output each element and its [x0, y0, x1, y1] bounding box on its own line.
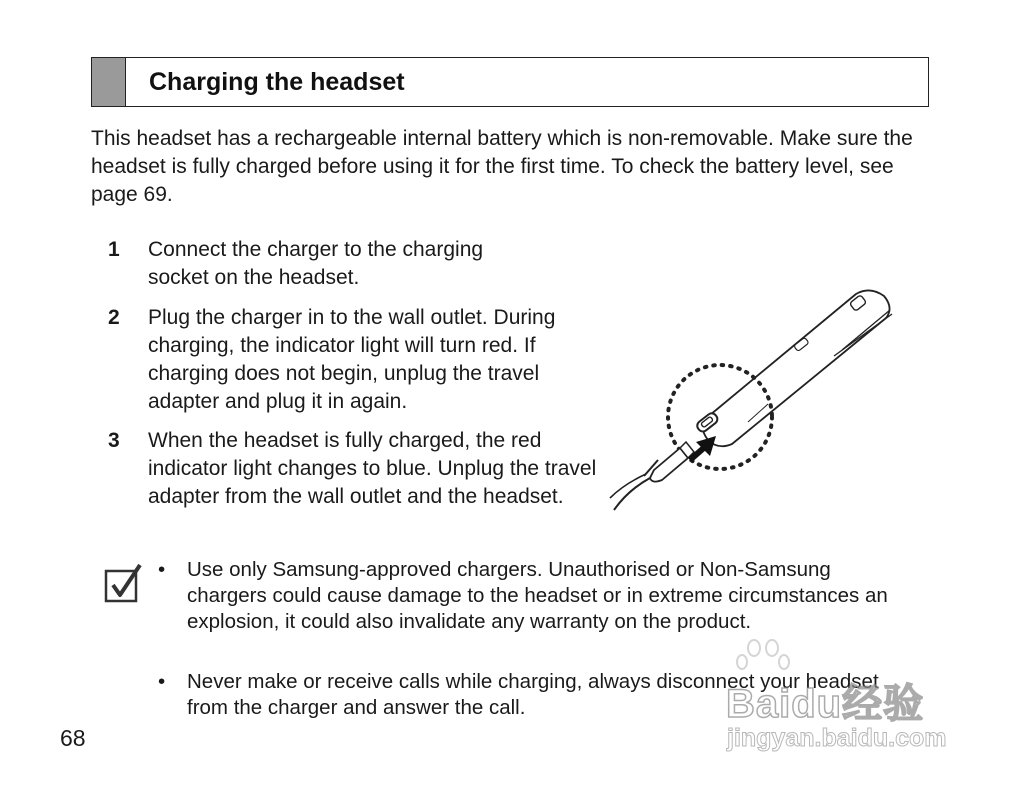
- intro-paragraph: This headset has a rechargeable internal battery which is non-removable. Make sure the headset is fully charged before using it for the first time. To check the battery level, see page 69.: [91, 127, 913, 206]
- section-header-tab: [92, 58, 126, 106]
- section-header: [91, 57, 929, 107]
- step-text: When the headset is fully charged, the red indicator light changes to blue. Unplug the travel adapter from the wall outlet and the headset.: [148, 429, 597, 508]
- charger-cable: [610, 442, 694, 510]
- watermark-url: jingyan.baidu.com: [727, 724, 947, 752]
- page-title: Charging the headset: [149, 68, 405, 96]
- step-number: 1: [108, 238, 120, 261]
- headset-body: [703, 290, 892, 446]
- step-text: Connect the charger to the charging socket on the headset.: [148, 238, 484, 289]
- step-number: 2: [108, 306, 120, 329]
- bullet-mark: •: [158, 670, 166, 693]
- page-number: 68: [60, 725, 86, 751]
- note-text: Never make or receive calls while charging, always disconnect your headset from the charger and answer the call.: [187, 670, 879, 719]
- watermark-brand: Baidu经验: [726, 682, 925, 726]
- step-text: Plug the charger in to the wall outlet. During charging, the indicator light will turn red. If charging does not begin, unplug the travel adapter and plug it in again.: [148, 306, 556, 413]
- insert-arrow-icon: [690, 436, 716, 460]
- step-number: 3: [108, 429, 120, 452]
- checkmark-box-icon: [104, 563, 144, 605]
- bullet-mark: •: [158, 558, 166, 581]
- headset-charging-illustration: [608, 284, 908, 514]
- note-text: Use only Samsung-approved chargers. Unauthorised or Non-Samsung chargers could cause damage to the headset or in extreme circumstances an explosion, it could also invalidate any warranty on the product.: [187, 558, 888, 633]
